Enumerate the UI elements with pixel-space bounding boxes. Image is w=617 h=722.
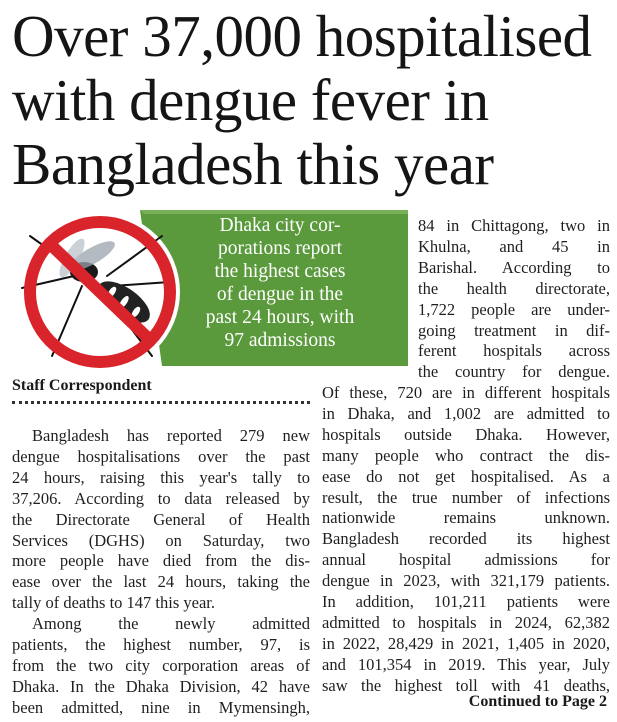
headline-line: Over 37,000 hospitalised xyxy=(12,3,592,69)
body-line: 37,206. According to data released by xyxy=(12,488,310,508)
body-line: dengue in 2023, with 321,179 patients. xyxy=(322,571,610,591)
body-line: saw the highest toll with 41 deaths, xyxy=(322,675,610,695)
body-line: In addition, 101,211 patients were xyxy=(322,592,610,612)
body-line: ease do not get hospitalised. As a xyxy=(322,466,610,486)
body-line: the health directorate, xyxy=(418,278,610,298)
body-line: Services (DGHS) on Saturday, two xyxy=(12,530,310,550)
body-line: dengue hospitalisations over the past xyxy=(12,446,310,466)
body-line: patients, the highest number, 97, is xyxy=(12,635,310,655)
body-line: from the two city corporation areas of xyxy=(12,655,310,675)
body-line: the country for dengue. xyxy=(418,362,610,382)
body-line: 1,722 people are under- xyxy=(418,299,610,319)
byline: Staff Correspondent xyxy=(12,377,152,394)
body-line: admitted to hospitals in 2024, 62,382 xyxy=(322,612,610,632)
body-line: hospitals outside Dhaka. However, xyxy=(322,424,610,444)
body-line: nationwide remains unknown. xyxy=(322,508,610,528)
body-line: tally of deaths to 147 this year. xyxy=(12,593,216,613)
callout-line: past 24 hours, with xyxy=(205,307,355,328)
body-line: Barishal. According to xyxy=(418,257,610,277)
no-mosquito-icon xyxy=(20,212,180,372)
body-line: going treatment in dif- xyxy=(418,320,610,340)
body-line: Among the newly admitted xyxy=(32,614,310,634)
article-column-1 xyxy=(12,426,310,719)
body-line: more people have died from the dis- xyxy=(12,551,310,571)
body-line: been admitted, nine in Mymensingh, xyxy=(12,697,310,717)
article-column-2-top xyxy=(418,216,610,383)
body-line: Bangladesh has reported 279 new xyxy=(32,426,310,445)
callout-line: 97 admissions xyxy=(224,330,336,351)
headline-line: with dengue fever in xyxy=(12,67,489,133)
dotted-divider xyxy=(12,401,310,404)
callout-text xyxy=(178,214,382,352)
body-line: many people who contract the dis- xyxy=(322,445,610,465)
callout-line: the highest cases xyxy=(214,261,346,282)
callout-line: of dengue in the xyxy=(216,284,344,305)
body-line: Of these, 720 are in different hospitals xyxy=(322,383,610,402)
headline-line: Bangladesh this year xyxy=(12,131,494,197)
body-line: ease over the last 24 hours, taking the xyxy=(12,572,310,592)
body-line: the Directorate General of Health xyxy=(12,509,310,529)
headline xyxy=(12,4,612,196)
body-line: ferent hospitals across xyxy=(418,341,610,361)
body-line: result, the true number of infections xyxy=(322,487,610,507)
body-line: 24 hours, raising this year's tally to xyxy=(12,467,310,487)
continued-link[interactable]: Continued to Page 2 xyxy=(468,693,607,710)
body-line: Khulna, and 45 in xyxy=(418,236,610,256)
callout-line: porations report xyxy=(217,238,342,259)
body-line: in Dhaka, and 1,002 are admitted to xyxy=(322,403,610,423)
body-line: annual hospital admissions for xyxy=(322,550,610,570)
article-column-2-bottom xyxy=(322,383,610,697)
body-line: Dhaka. In the Dhaka Division, 42 have xyxy=(12,676,310,696)
body-line: and 101,354 in 2019. This year, July xyxy=(322,654,610,674)
callout-line: Dhaka city cor- xyxy=(219,215,341,236)
body-line: 84 in Chittagong, two in xyxy=(418,216,610,235)
body-line: Bangladesh recorded its highest xyxy=(322,529,610,549)
body-line: in 2022, 28,429 in 2021, 1,405 in 2020, xyxy=(322,633,610,653)
